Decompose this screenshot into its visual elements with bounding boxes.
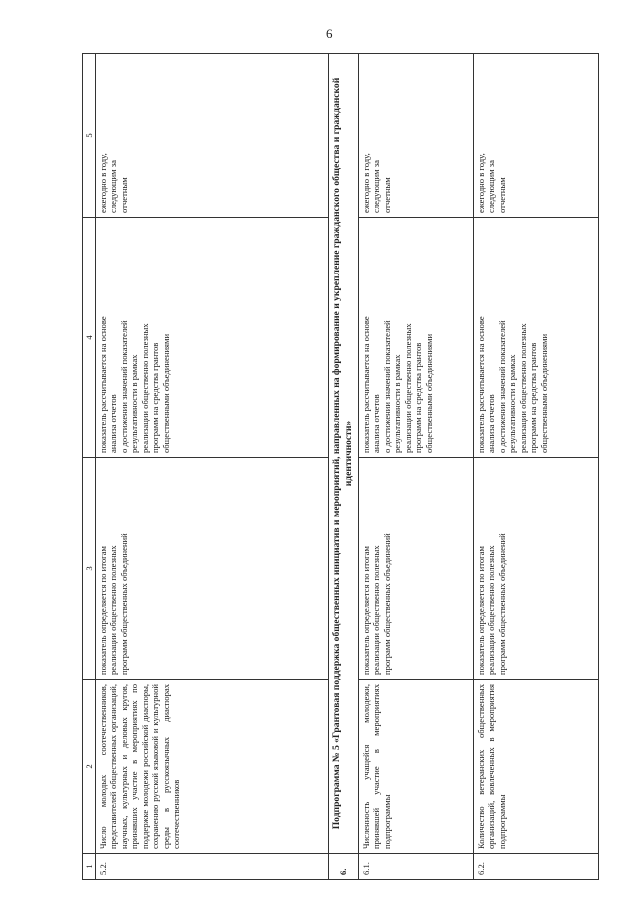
rotated-table-area <box>82 54 599 880</box>
period-cell: ежегодно в году, следующим за отчетным <box>96 54 329 218</box>
row-number: 6.1. <box>358 854 473 880</box>
header-cell: 4 <box>83 218 96 458</box>
method-cell: показатель определяется по итогам реализации общественно полезных программ общественных объединений <box>96 458 329 680</box>
row-number: 5.2. <box>96 854 329 880</box>
indicator-cell: Количество ветеранских общественных организаций, вовлеченных в мероприятия подпрограммы <box>473 680 598 854</box>
indicator-cell: Численность учащейся молодежи, принявшей участие в мероприятиях подпрограммы <box>358 680 473 854</box>
table-row <box>473 54 598 880</box>
method-cell: показатель определяется по итогам реализации общественно полезных программ общественных объединений <box>473 458 598 680</box>
table-row <box>96 54 329 880</box>
section-number: 6. <box>329 854 359 880</box>
table-row <box>358 54 473 880</box>
rotated-table-container <box>82 54 599 880</box>
header-cell: 1 <box>83 854 96 880</box>
header-cell: 3 <box>83 458 96 680</box>
basis-cell: показатель рассчитывается на основе анализа отчетов о достижении значений показателей результативности в рамках реализации общественно полезных программ на средства грантов общественными объединениями <box>473 218 598 458</box>
row-number: 6.2. <box>473 854 598 880</box>
method-cell: показатель определяется по итогам реализации общественно полезных программ общественных объединений <box>358 458 473 680</box>
indicators-table <box>82 53 599 880</box>
section-row <box>329 54 359 880</box>
basis-cell: показатель рассчитывается на основе анализа отчетов о достижении значений показателей результативности в рамках реализации общественно полезных программ на средства грантов общественными объединениями <box>96 218 329 458</box>
section-title: Подпрограмма № 5 «Грантовая поддержка общественных инициатив и мероприятий, направленных на формирование и укрепление гражданского общества и гражданской идентичности» <box>329 54 359 854</box>
header-cell: 2 <box>83 680 96 854</box>
table-header-row <box>83 54 96 880</box>
basis-cell: показатель рассчитывается на основе анализа отчетов о достижении значений показателей результативности в рамках реализации общественно полезных программ на средства грантов общественными объединениями <box>358 218 473 458</box>
period-cell: ежегодно в году, следующим за отчетным <box>473 54 598 218</box>
page-number: 6 <box>326 26 333 41</box>
indicator-cell: Число молодых соотечественников, представителей общественных организаций, научных, культурных и деловых кругов, принявших участие в мероприятиях по поддержке молодежи российской диаспоры, сохранению русской языковой и культурной среды в русскоязычных диаспорах соотечественников <box>96 680 329 854</box>
header-cell: 5 <box>83 54 96 218</box>
period-cell: ежегодно в году, следующим за отчетным <box>358 54 473 218</box>
